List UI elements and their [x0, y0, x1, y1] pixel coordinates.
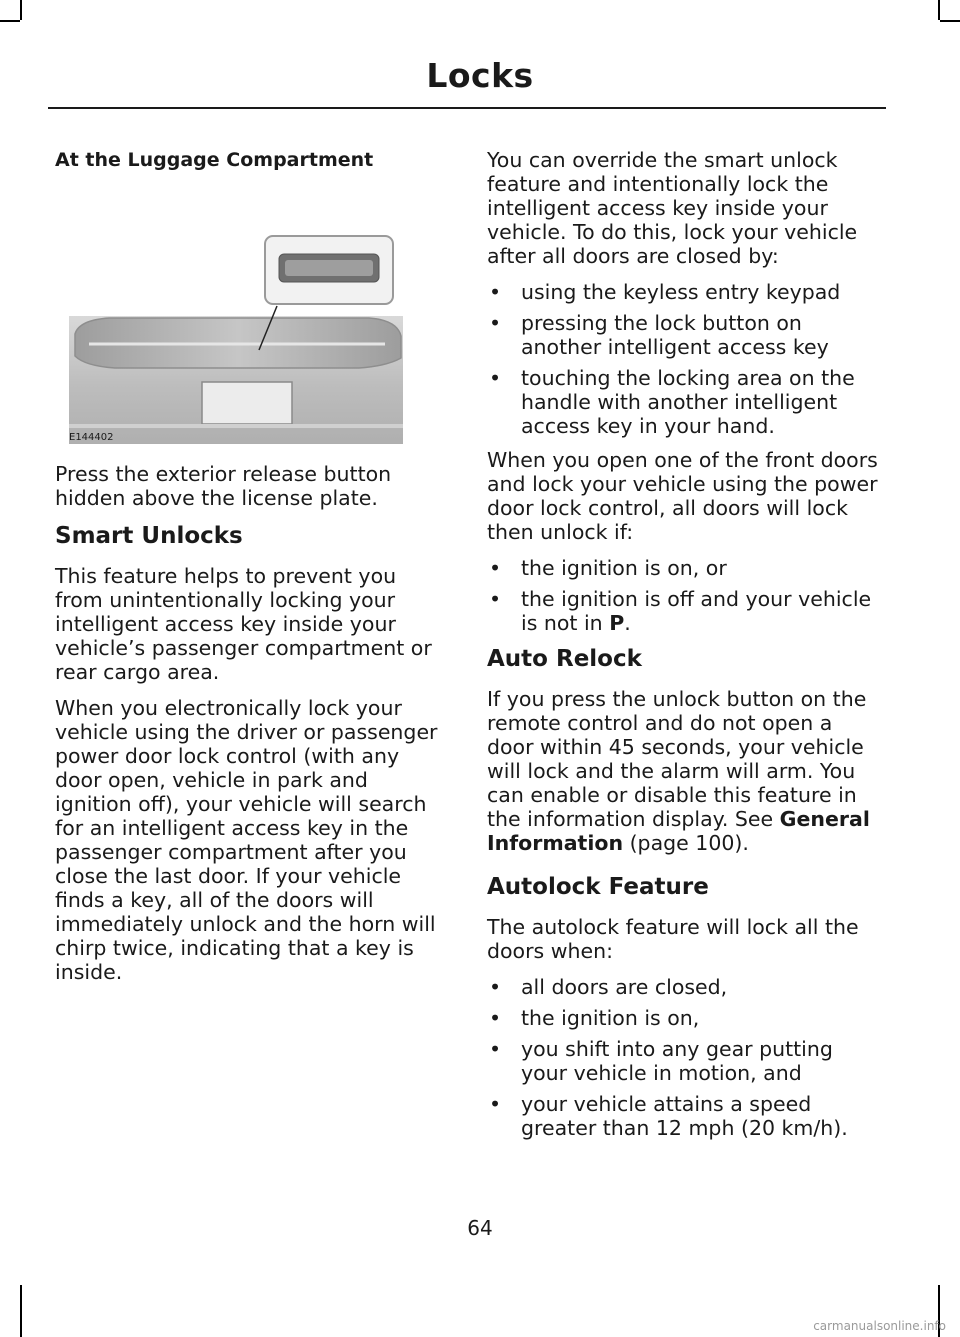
- general-information-link[interactable]: General Information: [487, 807, 870, 855]
- list-item: • using the keyless entry keypad: [487, 280, 882, 304]
- override-para: You can override the smart unlock feature and intentionally lock the intelligent access key inside your vehicle. To do this, lock your vehicle after all doors are closed by:: [487, 148, 858, 268]
- list-item: • your vehicle attains a speed greater than 12 mph (20 km/h).: [487, 1092, 882, 1140]
- header-divider: [48, 107, 886, 109]
- page-reference: (page 100).: [623, 831, 749, 855]
- list-item: • all doors are closed,: [487, 975, 882, 999]
- list-item-suffix: .: [624, 611, 631, 635]
- page-number: 64: [467, 1216, 493, 1240]
- figure-code: E144402: [69, 432, 114, 443]
- heading-smart-unlocks: Smart Unlocks: [55, 523, 243, 549]
- crop-mark: [940, 20, 960, 22]
- list-item: • pressing the lock button on another intelligent access key: [487, 311, 882, 359]
- list-item: [487, 587, 882, 635]
- left-column: [55, 148, 450, 996]
- heading-autolock-feature: Autolock Feature: [487, 874, 709, 900]
- subheading-luggage: At the Luggage Compartment: [55, 149, 374, 171]
- crop-mark: [20, 0, 22, 20]
- crop-mark: [938, 0, 940, 20]
- gear-park-label: P: [609, 611, 625, 635]
- trunk-lid-drawing: [69, 186, 417, 444]
- autolock-list: [487, 975, 882, 1140]
- override-list: [487, 280, 882, 438]
- list-item: • you shift into any gear putting your vehicle in motion, and: [487, 1037, 882, 1085]
- watermark: carmanualsonline.info: [813, 1319, 946, 1333]
- release-button-text: Press the exterior release button hidden above the license plate.: [55, 462, 392, 510]
- list-item: • the ignition is on,: [487, 1006, 882, 1030]
- front-door-list: [487, 556, 882, 635]
- crop-mark: [0, 20, 20, 22]
- auto-relock-para: [487, 687, 882, 855]
- list-item: • touching the locking area on the handle with another intelligent access key in your hand.: [487, 366, 882, 438]
- right-column: [487, 148, 882, 1150]
- page-title: Locks: [426, 56, 534, 95]
- list-item-text: the ignition is off and your vehicle is not in: [521, 587, 872, 635]
- front-door-para: When you open one of the front doors and lock your vehicle using the power door lock control, all doors will lock then unlock if:: [487, 448, 878, 544]
- luggage-compartment-illustration: [69, 186, 417, 444]
- heading-auto-relock: Auto Relock: [487, 646, 642, 672]
- list-item: • the ignition is on, or: [487, 556, 882, 580]
- auto-relock-text: If you press the unlock button on the remote control and do not open a door within 45 seconds, your vehicle will lock and the alarm will arm. You can enable or disable this feature in the information display. See: [487, 687, 867, 831]
- crop-mark: [20, 1285, 22, 1337]
- smart-unlocks-para-2: When you electronically lock your vehicle using the driver or passenger power door lock control (with any door open, vehicle in park and ignition off), your vehicle will search for an intelligent access key in the passenger compartment after you close the last door. If your vehicle finds a key, all of the doors will immediately unlock and the horn will chirp twice, indicating that a key is inside.: [55, 696, 438, 984]
- smart-unlocks-para-1: This feature helps to prevent you from unintentionally locking your intelligent access key inside your vehicle’s passenger compartment or rear cargo area.: [55, 564, 432, 684]
- autolock-intro: The autolock feature will lock all the doors when:: [487, 915, 859, 963]
